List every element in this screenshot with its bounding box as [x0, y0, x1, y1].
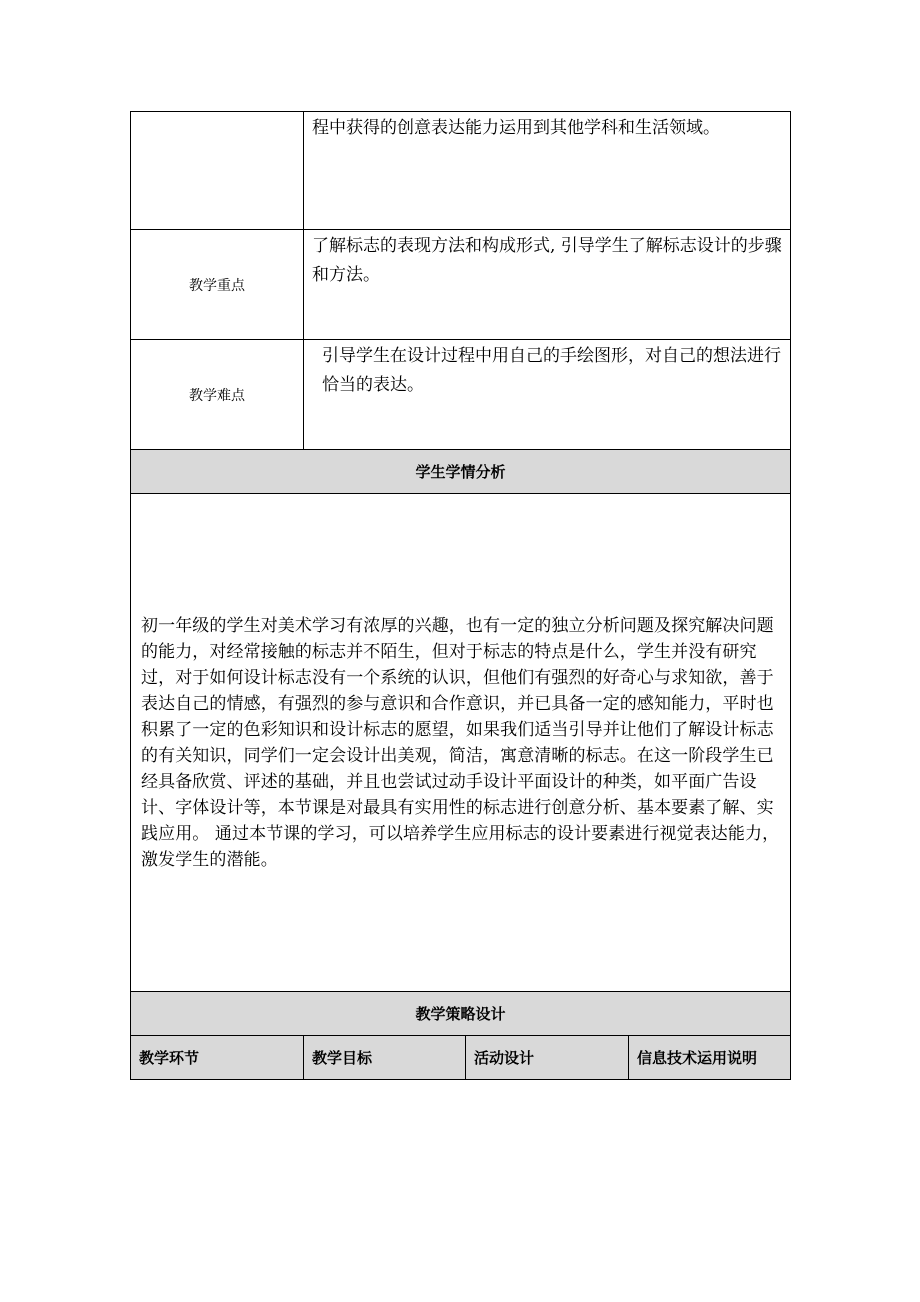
strategy-columns-row	[131, 1036, 791, 1080]
analysis-header: 学生学情分析	[131, 450, 791, 494]
continuation-text: 程中获得的创意表达能力运用到其他学科和生活领域。	[304, 112, 791, 230]
difficulties-label: 教学难点	[131, 340, 304, 450]
column-header-activity: 活动设计	[466, 1036, 629, 1080]
continuation-label-cell	[131, 112, 304, 230]
column-header-it-usage: 信息技术运用说明	[629, 1036, 791, 1080]
strategy-header: 教学策略设计	[131, 992, 791, 1036]
difficulties-row	[131, 340, 791, 450]
analysis-header-row	[131, 450, 791, 494]
analysis-text: 初一年级的学生对美术学习有浓厚的兴趣，也有一定的独立分析问题及探究解决问题的能力，对经常接触的标志并不陌生，但对于标志的特点是什么，学生并没有研究过，对于如何设计标志没有一个系统的认识，但他们有强烈的好奇心与求知欲，善于表达自己的情感，有强烈的参与意识和合作意识，并已具备一定的感知能力，平时也积累了一定的色彩知识和设计标志的愿望，如果我们适当引导并让他们了解设计标志的有关知识，同学们一定会设计出美观，简洁，寓意清晰的标志。在这一阶段学生已经具备欣赏、评述的基础，并且也尝试过动手设计平面设计的种类，如平面广告设计、字体设计等，本节课是对最具有实用性的标志进行创意分析、基本要素了解、实践应用。 通过本节课的学习，可以培养学生应用标志的设计要素进行视觉表达能力，激发学生的潜能。	[141, 615, 780, 870]
strategy-header-row	[131, 992, 791, 1036]
key-points-text: 了解标志的表现方法和构成形式, 引导学生了解标志设计的步骤和方法。	[304, 230, 791, 340]
key-points-label: 教学重点	[131, 230, 304, 340]
continuation-row	[131, 112, 791, 230]
analysis-row	[131, 494, 791, 992]
column-header-objective: 教学目标	[304, 1036, 466, 1080]
lesson-plan-table	[130, 111, 790, 1080]
key-points-row	[131, 230, 791, 340]
table	[130, 111, 791, 1080]
column-header-stage: 教学环节	[131, 1036, 304, 1080]
analysis-cell	[131, 494, 791, 992]
difficulties-text: 引导学生在设计过程中用自己的手绘图形，对自己的想法进行恰当的表达。	[304, 340, 791, 450]
